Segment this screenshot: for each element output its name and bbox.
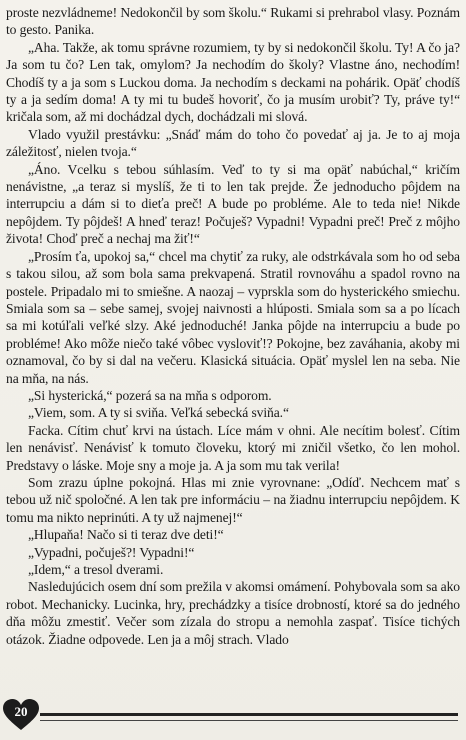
paragraph: „Si hysterická,“ pozerá sa na mňa s odporom. (28, 387, 272, 403)
footer-rule-thin (40, 720, 458, 721)
paragraph: Som zrazu úplne pokojná. Hlas mi znie vyrovnane: „Odíď. Nechcem mať s tebou už nič spoločné. A len tak pre informáciu – na žiadnu interrupciu nepôjdem. K tomu ma nikto neprinúti. A ty už najmenej!“ (6, 474, 460, 525)
paragraph: „Idem,“ a tresol dverami. (28, 562, 164, 577)
paragraph: proste nezvládneme! Nedokončil by som školu.“ Rukami si prehrabol vlasy. Poznám to gesto. Panika. (6, 5, 460, 38)
paragraph: „Aha. Takže, ak tomu správne rozumiem, ty by si nedokončil školu. Ty! A čo ja? Ja som tu čo? Len tak, omylom? Ja nechodím do školy? Vlastne áno, nechodím! Chodíš ty a ja som s Luckou doma. Ja nechodím s deckami na pohárik. Opäť chodíš ty a ja sedím doma! A ty mi tu budeš hovoriť, čo ja musím urobiť? Ty, práve ty!“ kričala som, až mi dochádzal dych, dochádzali mi slová. (6, 39, 460, 125)
paragraph: „Áno. Vcelku s tebou súhlasím. Veď to ty si ma opäť nabúchal,“ kričím nenávistne, „a teraz si myslíš, že ti to len tak prejde. Že jednoducho pôjdem na interrupciu a dám si to dieťa preč! A bude po probléme. Ale to teda nie! Nikde nepôjdem. Ty pôjdeš! A hneď teraz! Počuješ? Vypadni! Vypadni preč! Preč z môjho života! Choď preč a nechaj ma žiť!“ (6, 161, 460, 247)
paragraph: „Viem, som. A ty si sviňa. Veľká sebecká sviňa.“ (28, 405, 289, 421)
paragraph: „Vypadni, počuješ?! Vypadni!“ (28, 544, 195, 560)
paragraph: „Hlupaňa! Načo si ti teraz dve deti!“ (28, 527, 224, 543)
page-number: 20 (14, 704, 28, 719)
footer-rule (40, 713, 458, 716)
paragraph: Vlado využil prestávku: „Snáď mám do toho čo povedať aj ja. Je to aj moja záležitosť, nielen tvoja.“ (6, 126, 460, 160)
paragraph: Nasledujúcich osem dní som prežila v akomsi omámení. Pohybovala som sa ako robot. Mechanicky. Lucinka, hry, prechádzky a tisíce drobností, ktoré sa do jedného dňa môžu zmestiť. Večer som zízala do stropu a nemohla zaspať. Tisíce tichých otázok. Žiadne odpovede. Len ja a môj strach. Vlado (6, 579, 460, 647)
page-footer (0, 696, 466, 736)
paragraph: Facka. Cítim chuť krvi na ústach. Líce mám v ohni. Ale necítim bolesť. Cítim len nenávisť. Nenávisť k tomuto človeku, ktorý mi zničil všetko, čo len mohol. Predstavy o láske. Moje sny a moje ja. A ja som mu tak verila! (6, 422, 460, 473)
paragraph: „Prosím ťa, upokoj sa,“ chcel ma chytiť za ruky, ale odstrkávala som ho od seba s takou silou, až som bola sama prekvapená. Stratil rovnováhu a spadol rovno na postele. Pripadalo mi to smiešne. A naozaj – vyprskla som do hysterického smiechu. Smiala som sa – sebe samej, svojej naivnosti a hlúposti. Smiala som sa a po lícach sa mi kotúľali veľké slzy. Aké jednoduché! Janka pôjde na interrupciu a bude po probléme! Ako môže niečo také vôbec vysloviť!? Pokojne, bez zaváhania, akoby mi oznamoval, čo by si dal na večeru. Klasická situácia. Opäť myslel len na seba. Nie na mňa, na nás. (6, 248, 460, 386)
body-text (6, 4, 460, 648)
